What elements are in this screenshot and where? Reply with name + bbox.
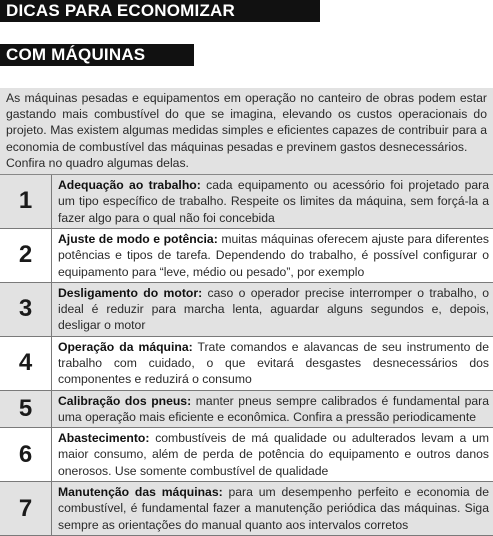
tip-number: 3 xyxy=(0,283,52,336)
tip-text xyxy=(52,283,493,336)
tip-text xyxy=(52,229,493,282)
intro-paragraph: As máquinas pesadas e equipamentos em operação no canteiro de obras podem estar gastando mais combustível do que se imagina, elevando os custos operacionais do projeto. Mas existem algumas medidas simples e eficientes capazes de contribuir para a economia de combustível das máquinas pesadas e previnem gastos desnecessários. xyxy=(6,91,487,154)
tip-row-4 xyxy=(0,337,493,391)
header-title-line-1: DICAS PARA ECONOMIZAR COMBUSTÍVEL xyxy=(0,0,320,22)
tip-title: Calibração dos pneus: xyxy=(58,393,192,408)
tip-number: 5 xyxy=(0,391,52,428)
tip-row-7 xyxy=(0,482,493,536)
tip-text xyxy=(52,482,493,535)
tip-body: combustíveis de má qualidade ou adulterados levam a um maior consumo, além de perda de potência do equipamento e outros danos onerosos. Use somente combustível de qualidade xyxy=(58,431,490,478)
intro-box xyxy=(0,88,493,174)
tip-text xyxy=(52,175,493,228)
tip-body: Trate comandos e alavancas de seu instrumento de trabalho com cuidado, o que evitará desgastes desnecessários dos componentes e reduzirá o consumo xyxy=(58,339,489,387)
tip-body: para um desempenho perfeito e economia de combustível, é fundamental fazer a manutenção periódica das máquinas. Siga sempre as orientações do manual quanto aos intervalos corretos xyxy=(58,485,489,532)
tip-body: muitas máquinas oferecem ajuste para diferentes potências e tipos de tarefa. Dependendo do trabalho, é possível configurar o equipamento para “leve, médio ou pesado”, por exemplo xyxy=(58,231,489,279)
tip-number: 7 xyxy=(0,482,52,535)
tip-number: 6 xyxy=(0,428,52,481)
tip-text xyxy=(52,428,493,481)
tip-number: 1 xyxy=(0,175,52,228)
tip-text xyxy=(52,337,493,390)
tip-title: Desligamento do motor: xyxy=(58,285,203,300)
tip-text xyxy=(52,391,493,428)
tips-table xyxy=(0,174,493,536)
header-title-line-2: COM MÁQUINAS PESADAS xyxy=(0,44,194,66)
article-header xyxy=(0,0,493,87)
intro-cta: Confira no quadro algumas delas. xyxy=(6,155,189,170)
tip-number: 2 xyxy=(0,229,52,282)
tip-body: cada equipamento ou acessório foi projetado para um tipo específico de trabalho. Respeite os limites da máquina, sem forçá-la a fazer algo para o qual não foi concebida xyxy=(58,178,489,225)
tip-body: manter pneus sempre calibrados é fundamental para uma operação mais eficiente e econômica. Confira a pressão periodicamente xyxy=(58,393,489,424)
tip-row-6 xyxy=(0,428,493,482)
tip-row-5 xyxy=(0,391,493,429)
tip-title: Adequação ao trabalho: xyxy=(58,178,201,193)
tip-row-3 xyxy=(0,283,493,337)
tip-title: Ajuste de modo e potência: xyxy=(58,231,218,246)
tip-title: Operação da máquina: xyxy=(58,339,193,354)
tip-row-1 xyxy=(0,175,493,229)
tip-title: Abastecimento: xyxy=(58,431,150,446)
tip-row-2 xyxy=(0,229,493,283)
tip-number: 4 xyxy=(0,337,52,390)
tip-title: Manutenção das máquinas: xyxy=(58,485,223,500)
tip-body: caso o operador precise interromper o trabalho, o ideal é reduzir para marcha lenta, aguardar alguns segundos e, depois, desligar o motor xyxy=(58,285,489,333)
